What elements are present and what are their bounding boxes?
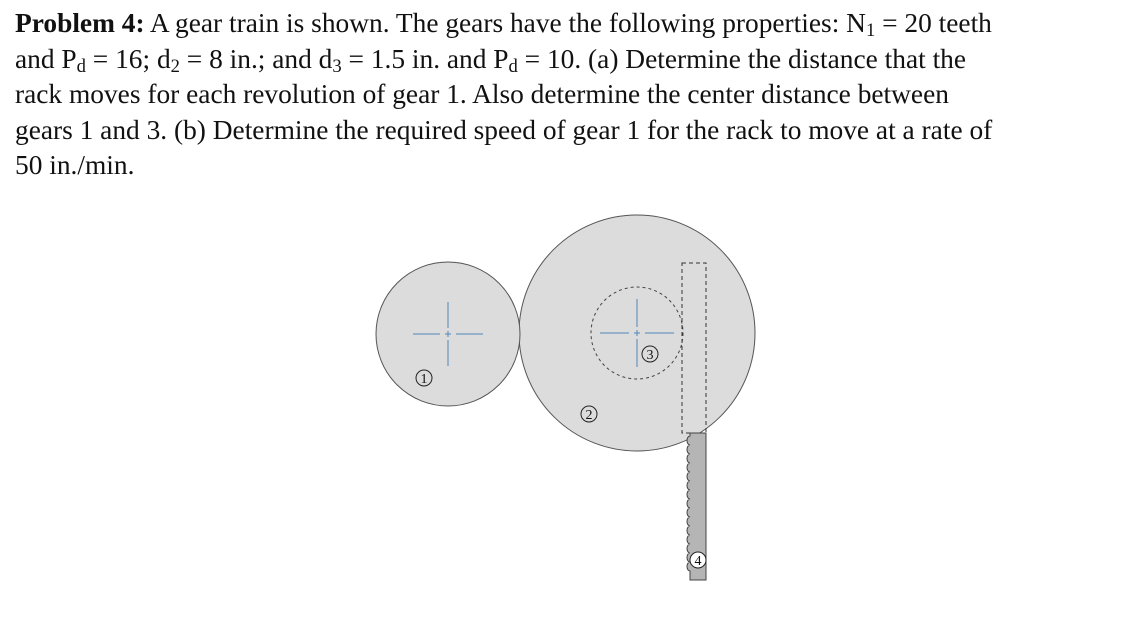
problem-line-4: gears 1 and 3. (b) Determine the required speed of gear 1 for the rack to move at a rate of: [15, 114, 993, 145]
problem-line-5: 50 in./min.: [15, 150, 135, 181]
svg-text:2: 2: [585, 408, 593, 423]
problem-line-3: rack moves for each revolution of gear 1. Also determine the center distance between: [15, 79, 949, 110]
svg-text:1: 1: [420, 372, 428, 387]
svg-text:3: 3: [646, 348, 654, 363]
problem-heading: Problem 4:: [15, 8, 145, 38]
problem-line-1: Problem 4: A gear train is shown. The gears have the following properties: $N_1 = 20$ teeth: [15, 8, 992, 42]
svg-text:4: 4: [694, 554, 702, 569]
problem-line-2: and $P_d = 16$; $d_2 = 8$ in.; and $d_3 = 1.5$ in. and $P_d = 10$. (a) Determine the distance that the: [15, 43, 967, 77]
